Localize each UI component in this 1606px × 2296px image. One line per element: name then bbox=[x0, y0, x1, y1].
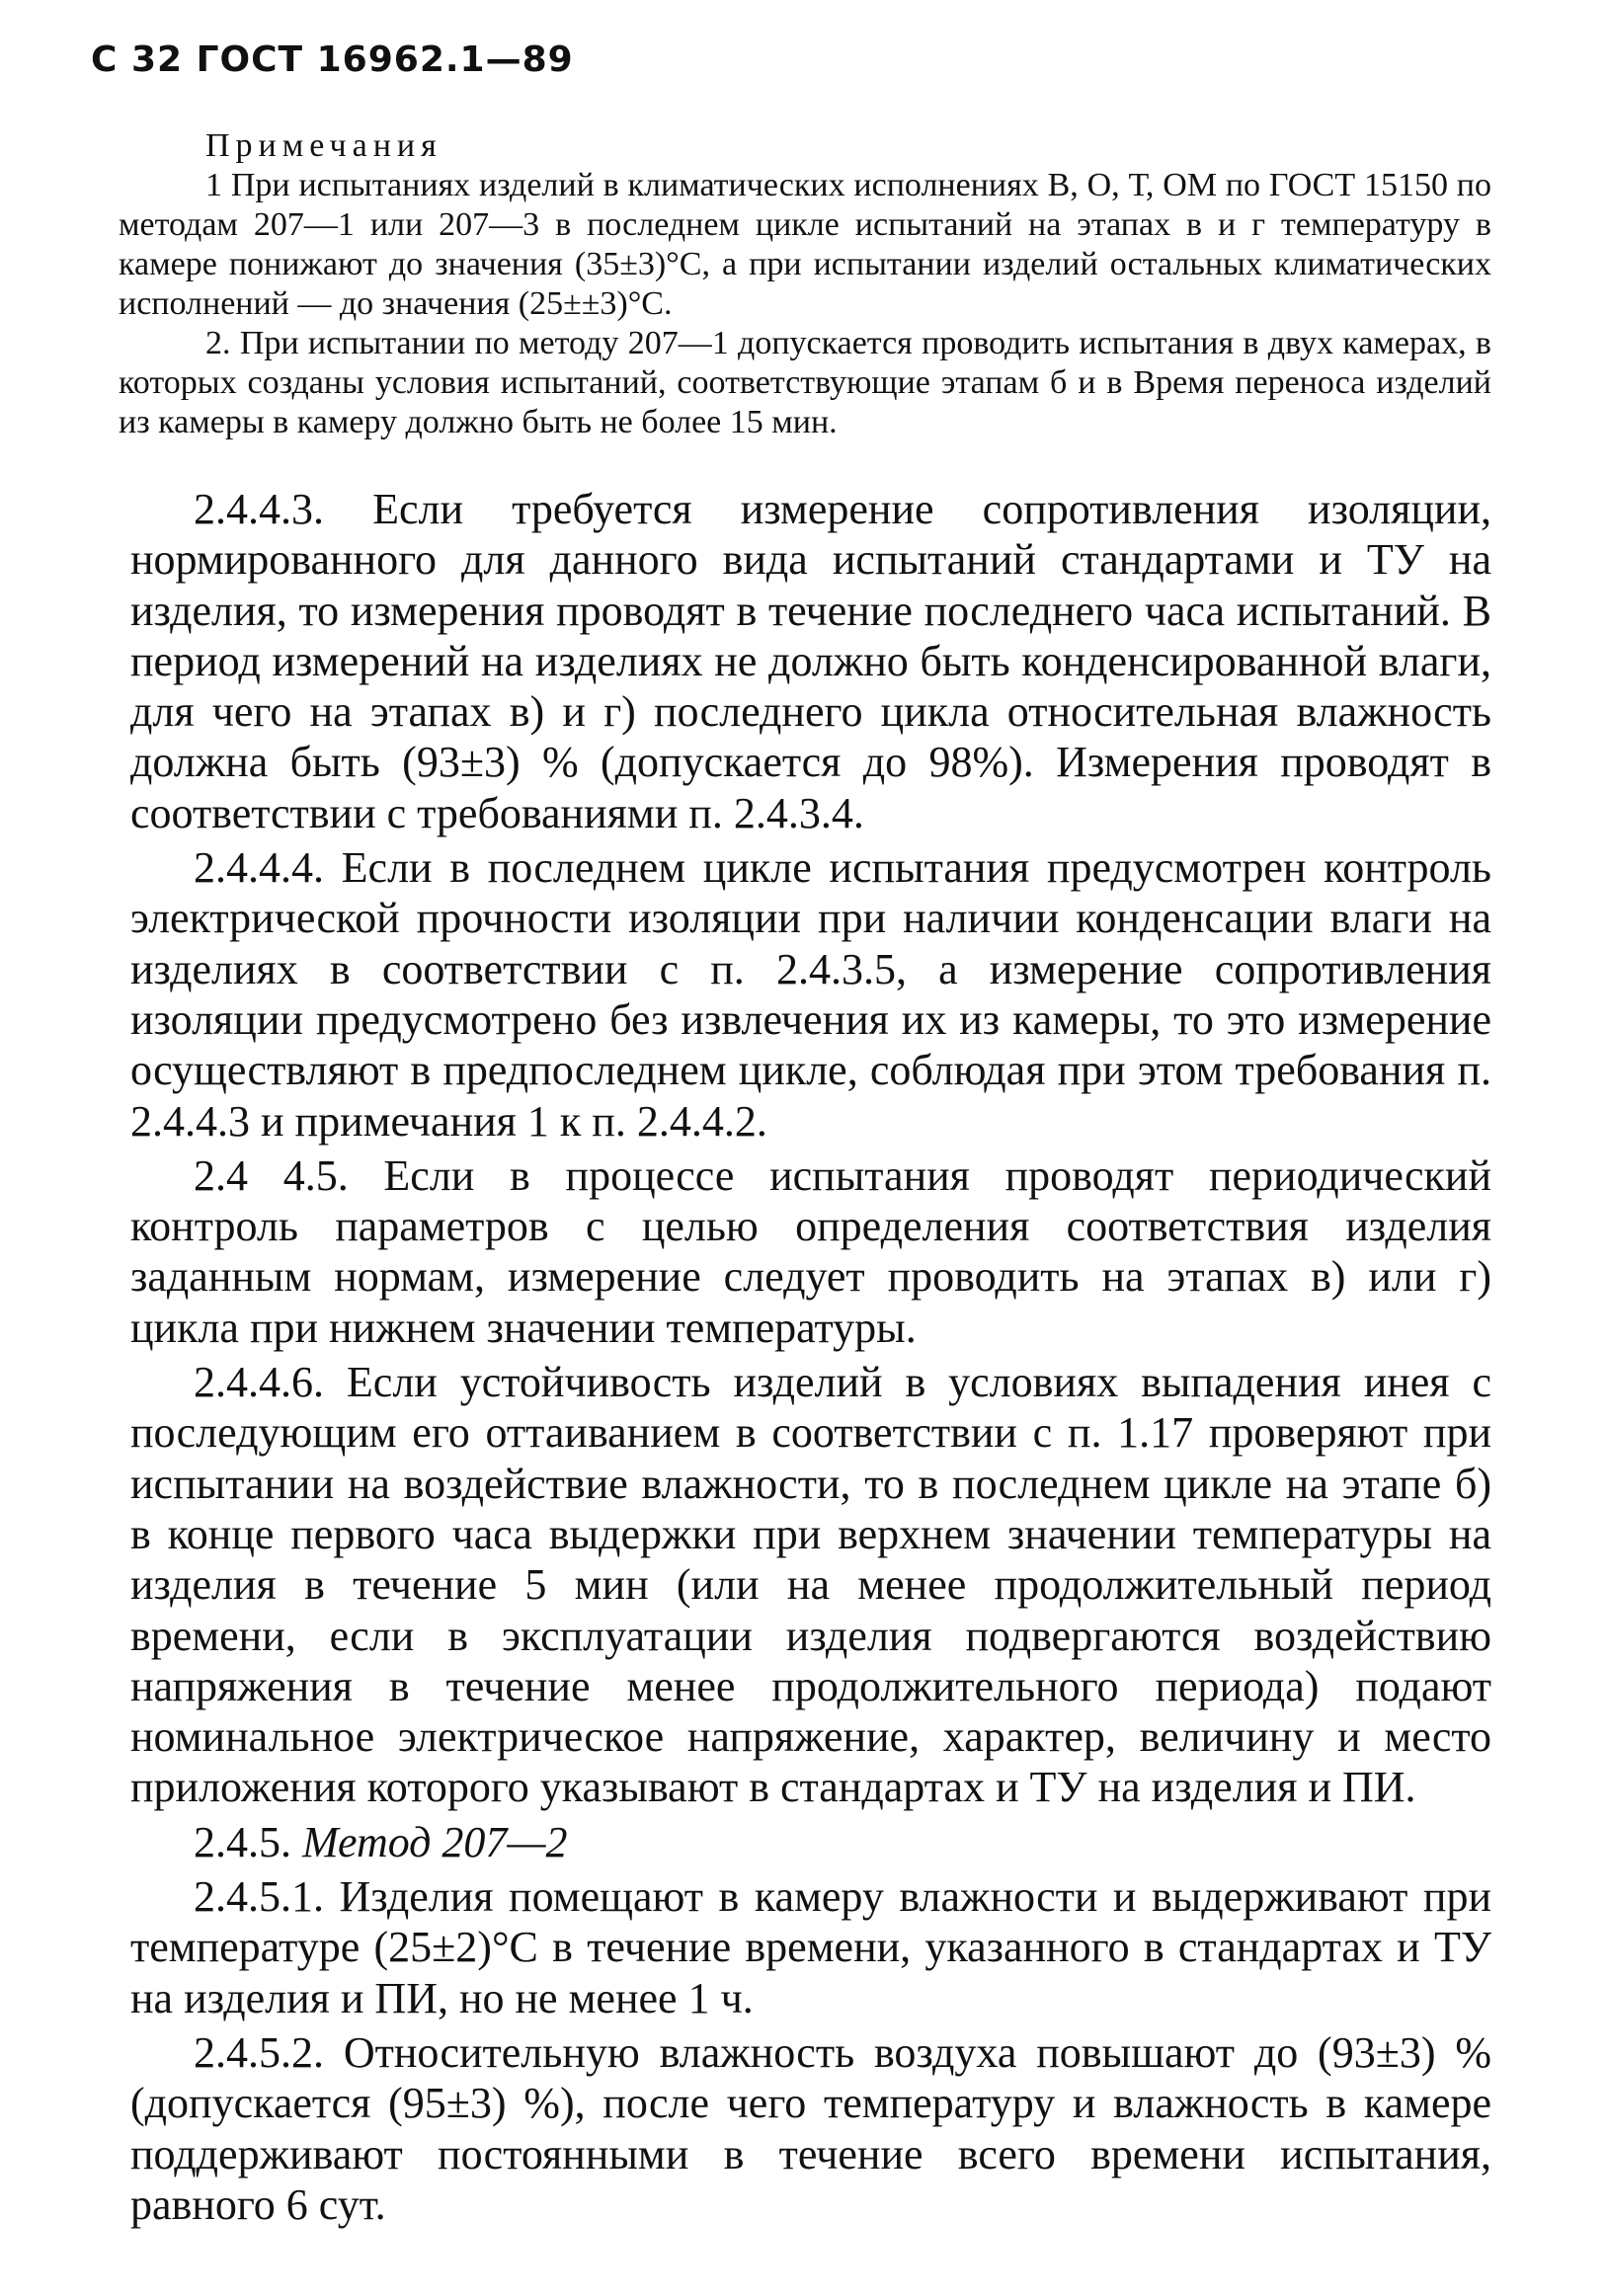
paragraph-2-4-4-4: 2.4.4.4. Если в последнем цикле испытания предусмотрен контроль электрической прочности изоляции при наличии конденсации влаги на изделиях в соответствии с п. 2.4.3.5, а измерение сопротивления изоляции предусмотрено без извлечения их из камеры, то это измерение осуществляют в предпоследнем цикле, соблюдая при этом требования п. 2.4.4.3 и примечания 1 к п. 2.4.4.2. bbox=[130, 843, 1491, 1146]
notes-block bbox=[119, 126, 1491, 442]
paragraph-2-4-4-6: 2.4.4.6. Если устойчивость изделий в условиях выпадения инея с последующим его оттаиванием в соответствии с п. 1.17 проверяют при испытании на воздействие влажности, то в последнем цикле на этапе б) в конце первого часа выдержки при верхнем значении температуры на изделия в течение 5 мин (или на менее продолжительный период времени, если в эксплуатации изделия подвергаются воздействию напряжения в течение менее продолжительного периода) подают номинальное электрическое напряжение, характер, величину и место приложения которого указывают в стандартах и ТУ на изделия и ПИ. bbox=[130, 1358, 1491, 1812]
method-number: 2.4.5. bbox=[194, 1817, 291, 1866]
paragraph-2-4-4-3: 2.4.4.3. Если требуется измерение сопротивления изоляции, нормированного для данного вида испытаний стандартами и ТУ на изделия, то измерения проводят в течение последнего часа испытаний. В период измерений на изделиях не должно быть конденсированной влаги, для чего на этапах в) и г) последнего цикла относительная влажность должна быть (93±3) % (допускается до 98%). Измерения проводят в соответствии с требованиями п. 2.4.3.4. bbox=[130, 485, 1491, 837]
method-title: Метод 207—2 bbox=[302, 1817, 568, 1866]
paragraph-2-4-4-5: 2.4 4.5. Если в процессе испытания проводят периодический контроль параметров с целью определения соответствия изделия заданным нормам, измерение следует проводить на этапах в) или г) цикла при нижнем значении температуры. bbox=[130, 1150, 1491, 1352]
note-2: 2. При испытании по методу 207—1 допускается проводить испытания в двух камерах, в которых созданы условия испытаний, соответствующие этапам б и в Время переноса изделий из камеры в камеру должно быть не более 15 мин. bbox=[119, 325, 1491, 440]
method-heading bbox=[130, 1817, 1491, 1867]
body-text bbox=[130, 484, 1491, 2234]
paragraph-2-4-5-1: 2.4.5.1. Изделия помещают в камеру влажности и выдерживают при температуре (25±2)°С в течение времени, указанного в стандартах и ТУ на изделия и ПИ, но не менее 1 ч. bbox=[130, 1872, 1491, 2022]
note-1: 1 При испытаниях изделий в климатических исполнениях В, О, Т, ОМ по ГОСТ 15150 по методам 207—1 или 207—3 в последнем цикле испытаний на этапах в и г температуру в камере понижают до значения (35±3)°С, а при испытании изделий остальных климатических исполнений — до значения (25±±3)°С. bbox=[119, 167, 1491, 322]
paragraph-2-4-5-2: 2.4.5.2. Относительную влажность воздуха повышают до (93±3) % (допускается (95±3) %), после чего температуру и влажность в камере поддерживают постоянными в течение всего времени испытания, равного 6 сут. bbox=[130, 2027, 1491, 2229]
page-header: С 32 ГОСТ 16962.1—89 bbox=[91, 40, 574, 80]
notes-title: Примечания bbox=[205, 127, 442, 164]
